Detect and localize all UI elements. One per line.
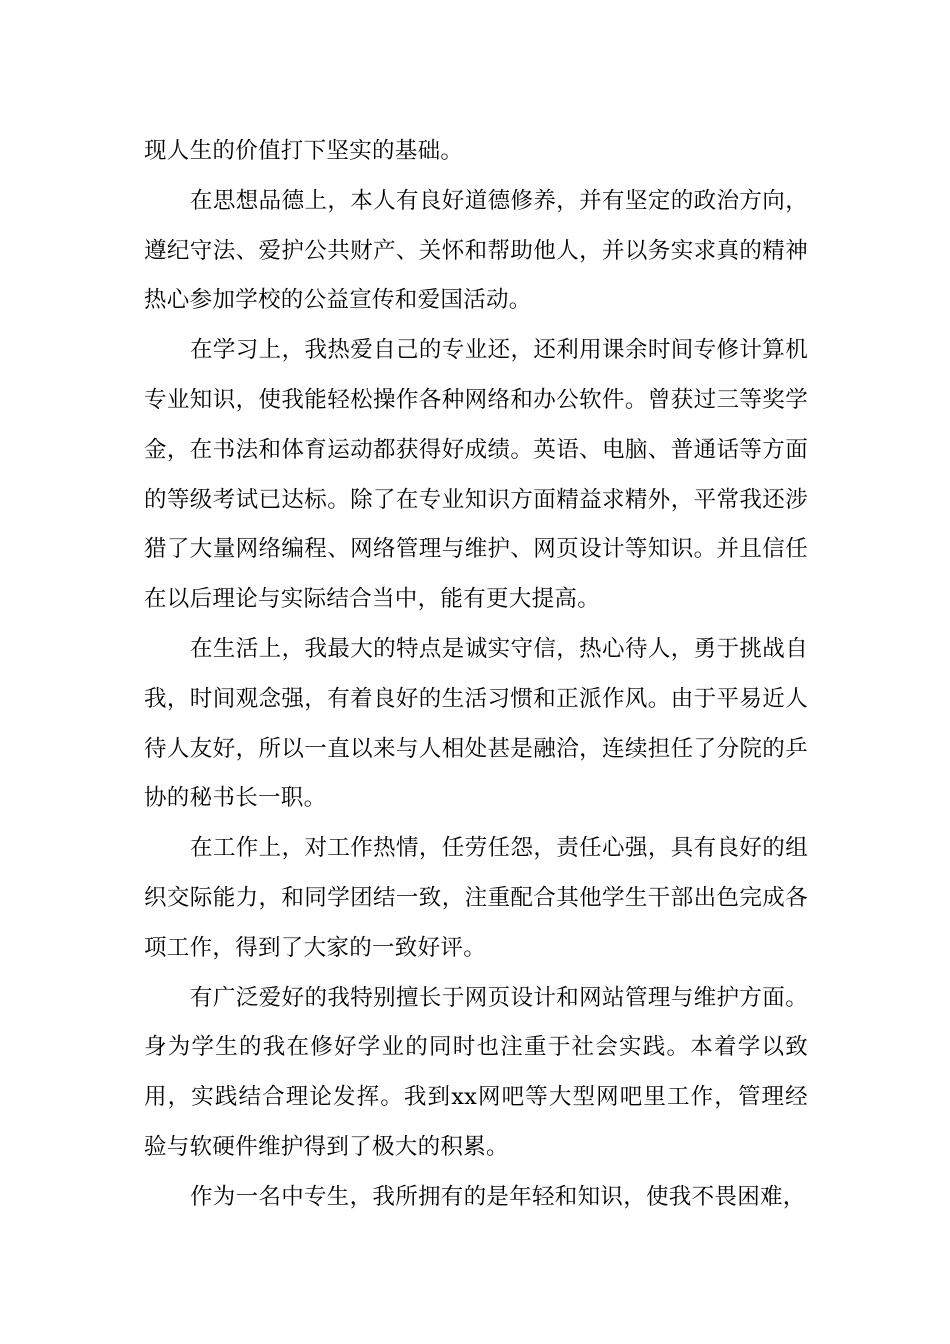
paragraph-hobbies: 有广泛爱好的我特别擅长于网页设计和网站管理与维护方面。身为学生的我在修好学业的同时也注重于社会实践。本着学以致用，实践结合理论发挥。我到xx网吧等大型网吧里工作，管理经验与软硬件维护得到了极大的积累。 (144, 984, 808, 1160)
paragraph-continuation: 现人生的价值打下坚实的基础。 (144, 138, 464, 164)
paragraph-conclusion: 作为一名中专生，我所拥有的是年轻和知识，使我不畏困难， (190, 1183, 806, 1210)
paragraph-study: 在学习上，我热爱自己的专业还，还利用课余时间专修计算机专业知识，使我能轻松操作各种网络和办公软件。曾获过三等奖学金，在书法和体育运动都获得好成绩。英语、电脑、普通话等方面的等级考试已达标。除了在专业知识方面精益求精外，平常我还涉猎了大量网络编程、网络管理与维护、网页设计等知识。并且信任在以后理论与实际结合当中，能有更大提高。 (144, 337, 808, 613)
paragraph-ideology: 在思想品德上，本人有良好道德修养，并有坚定的政治方向，遵纪守法、爱护公共财产、关怀和帮助他人，并以务实求真的精神热心参加学校的公益宣传和爱国活动。 (144, 187, 808, 314)
paragraph-life: 在生活上，我最大的特点是诚实守信，热心待人，勇于挑战自我，时间观念强，有着良好的生活习惯和正派作风。由于平易近人待人友好，所以一直以来与人相处甚是融洽，连续担任了分院的乒协的秘书长一职。 (144, 635, 808, 812)
document-body (144, 127, 808, 1223)
paragraph-work: 在工作上，对工作热情，任劳任怨，责任心强，具有良好的组织交际能力，和同学团结一致，注重配合其他学生干部出色完成各项工作，得到了大家的一致好评。 (144, 835, 808, 961)
